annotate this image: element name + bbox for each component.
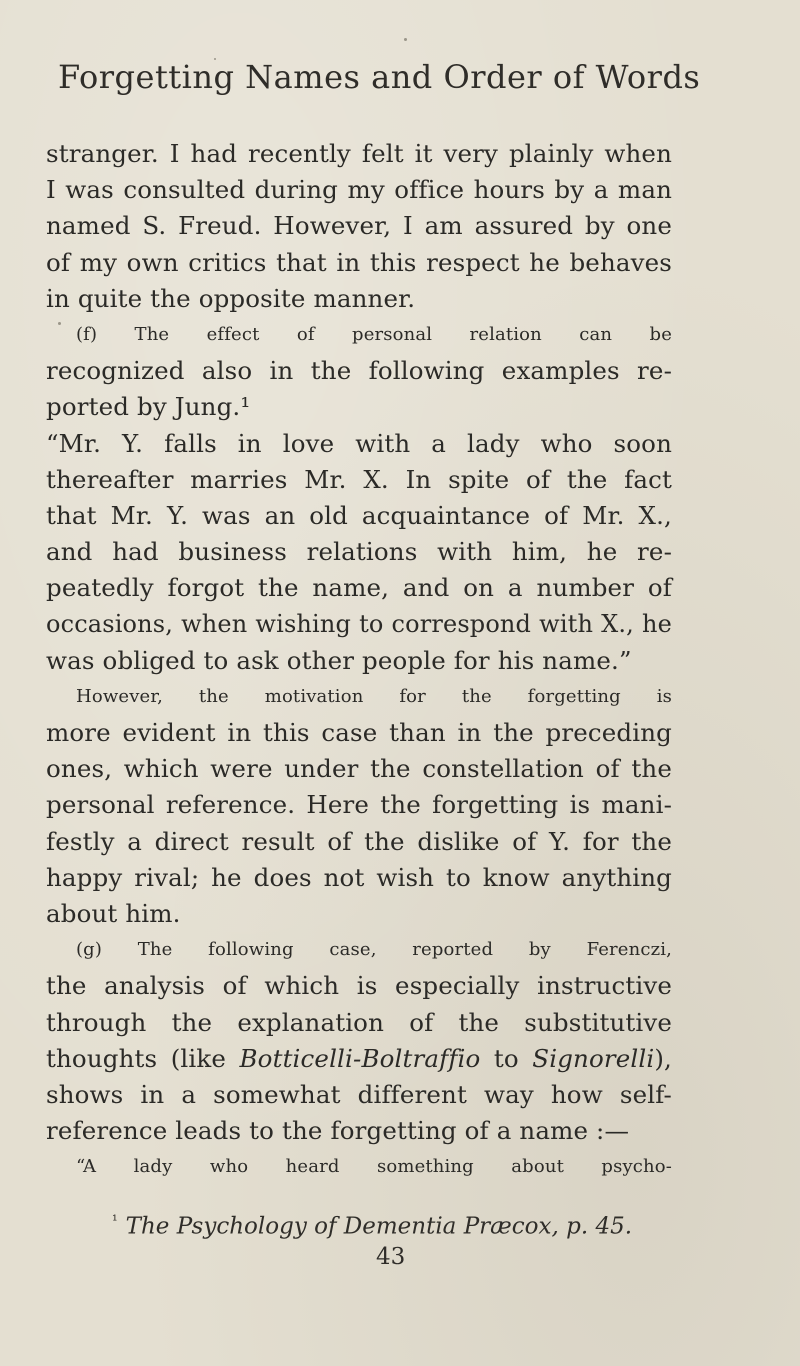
text-line: occasions, when wishing to correspond with X., he [46, 610, 672, 639]
text-line: personal reference. Here the forgetting is mani- [46, 790, 672, 820]
text-line: and had business relations with him, he re- [46, 537, 672, 567]
text-line: “A lady who heard something about psycho- [76, 1156, 672, 1178]
footnote [112, 1213, 632, 1240]
text-line: ported by Jung.¹ [46, 392, 251, 422]
italic-name: Botticelli-Boltraffio [239, 1043, 481, 1073]
text-line: in quite the opposite manner. [46, 283, 416, 313]
footnote-marker: ¹ [112, 1213, 118, 1229]
text-line: peatedly forgot the name, and on a number of [46, 573, 672, 603]
paper-speck [58, 322, 61, 325]
italic-name: Signorelli [532, 1043, 655, 1073]
text-line: recognized also in the following examples re- [46, 356, 672, 386]
text-line: festly a direct result of the dislike of Y. for the [46, 826, 672, 856]
text-line: stranger. I had recently felt it very plainly when [46, 139, 672, 168]
text-line: of my own critics that in this respect he behaves [46, 247, 672, 277]
paper-speck [404, 38, 407, 41]
paper-speck [214, 58, 216, 60]
text-line: through the explanation of the substitutive [46, 1007, 672, 1037]
text-line: (f) The effect of personal relation can be [76, 323, 672, 345]
text-line: named S. Freud. However, I am assured by one [46, 211, 672, 241]
text-line: more evident in this case than in the preceding [46, 718, 672, 747]
text-line: thereafter marries Mr. X. In spite of the fact [46, 464, 672, 494]
text-line: the analysis of which is especially instructive [46, 971, 672, 1001]
text-line: reference leads to the forgetting of a name :— [46, 1116, 630, 1146]
text-line: thoughts (like Botticelli-Boltraffio to Signorelli), [46, 1043, 672, 1073]
text-line: that Mr. Y. was an old acquaintance of Mr. X., [46, 500, 672, 530]
text-line: (g) The following case, reported by Ferenczi, [76, 939, 672, 961]
text-line: about him. [46, 898, 181, 928]
text-line: was obliged to ask other people for his name.” [46, 645, 632, 675]
text-line: “Mr. Y. falls in love with a lady who soon [46, 428, 672, 458]
page-number: 43 [376, 1244, 406, 1270]
text-line: ones, which were under the constellation of the [46, 754, 672, 784]
text-line: shows in a somewhat different way how self- [46, 1079, 672, 1109]
body-text [46, 136, 672, 1185]
text-line: However, the motivation for the forgetting is [76, 685, 672, 707]
text-line: I was consulted during my office hours by a man [46, 175, 672, 205]
footnote-text: The Psychology of Dementia Præcox, p. 45. [125, 1213, 633, 1240]
text-line: happy rival; he does not wish to know anything [46, 862, 672, 892]
running-head: Forgetting Names and Order of Words [58, 58, 701, 96]
